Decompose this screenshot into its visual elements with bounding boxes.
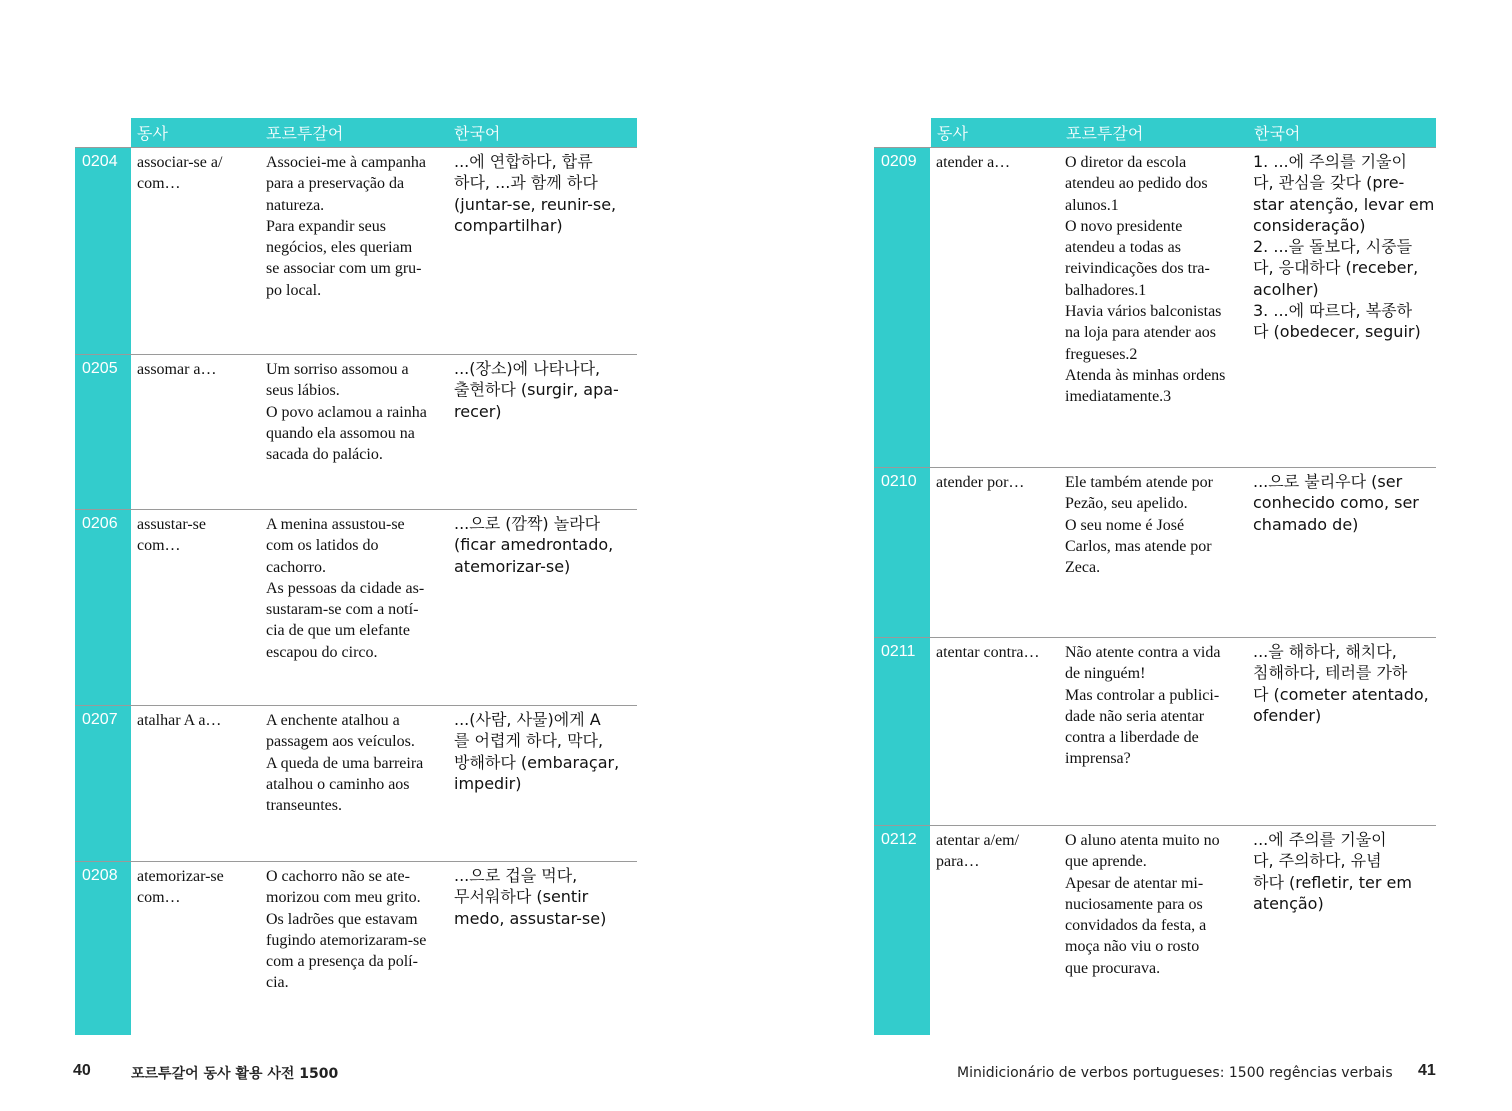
entry-number: 0210 xyxy=(881,473,917,490)
entry-verb: atentar contra… xyxy=(936,644,1040,661)
entry-number-bar xyxy=(75,706,131,862)
entry-number: 0207 xyxy=(82,711,118,728)
entry-portuguese-example: O aluno atenta muito no que aprende. Apesar de atentar mi- nuciosamente para os convidados da festa, a moça não viu o rosto que procurava. xyxy=(1065,832,1220,977)
entry-row xyxy=(874,467,1436,638)
entry-row xyxy=(874,825,1436,1035)
entry-number-bar xyxy=(874,468,930,638)
entry-portuguese-example: Associei-me à campanha para a preservação da natureza. Para expandir seus negócios, eles queriam se associar com um gru- po local. xyxy=(266,154,426,299)
table-header xyxy=(931,118,1436,147)
entry-number: 0211 xyxy=(881,643,916,660)
entry-number-bar xyxy=(75,510,131,706)
entry-korean-meaning: ...으로 불리우다 (ser conhecido como, ser chamado de) xyxy=(1253,472,1419,534)
entry-row xyxy=(75,354,637,510)
entry-number: 0208 xyxy=(82,867,118,884)
entry-korean-meaning: ...(사람, 사물)에게 A 를 어렵게 하다, 막다, 방해하다 (embaraçar, impedir) xyxy=(454,710,620,793)
table-header xyxy=(131,118,637,147)
entry-verb: atentar a/em/ para… xyxy=(936,832,1020,871)
entry-number: 0212 xyxy=(881,831,917,848)
entry-row xyxy=(75,705,637,862)
entry-number-bar xyxy=(75,862,131,1035)
entry-row xyxy=(75,147,637,355)
entry-portuguese-example: A menina assustou-se com os latidos do cachorro. As pessoas da cidade as- sustaram-se com a notí- cia de que um elefante escapou do circo. xyxy=(266,516,425,661)
entry-number-bar xyxy=(75,355,131,510)
entry-korean-meaning: ...으로 겁을 먹다, 무서워하다 (sentir medo, assustar-se) xyxy=(454,866,607,928)
entry-number: 0205 xyxy=(82,360,118,377)
entry-korean-meaning: ...에 주의를 기울이 다, 주의하다, 유념 하다 (refletir, ter em atenção) xyxy=(1253,830,1412,913)
entry-portuguese-example: A enchente atalhou a passagem aos veículos. A queda de uma barreira atalhou o caminho aos transeuntes. xyxy=(266,712,424,815)
entry-korean-meaning: 1. ...에 주의를 기울이 다, 관심을 갖다 (pre- star atenção, levar em consideração) 2. ...을 돌보다, 시중들 다, 응대하다 (receber, acolher) 3. ...에 따르다, 복종하 다 (obedecer, seguir) xyxy=(1253,152,1435,342)
entry-number: 0209 xyxy=(881,153,917,170)
entry-row xyxy=(75,861,637,1035)
header-portuguese: 포르투갈어 xyxy=(1066,124,1144,143)
entry-verb: atalhar A a… xyxy=(137,712,222,729)
header-portuguese: 포르투갈어 xyxy=(266,124,344,143)
entry-portuguese-example: Ele também atende por Pezão, seu apelido. O seu nome é José Carlos, mas atende por Zeca. xyxy=(1065,474,1213,577)
page-number: 41 xyxy=(1418,1062,1436,1079)
page-number: 40 xyxy=(73,1062,91,1079)
entry-verb: associar-se a/ com… xyxy=(137,154,223,193)
entry-portuguese-example: Um sorriso assomou a seus lábios. O povo aclamou a rainha quando ela assomou na sacada do palácio. xyxy=(266,361,427,464)
entry-portuguese-example: O cachorro não se ate- morizou com meu grito. Os ladrões que estavam fugindo atemorizaram-se com a presença da polí- cia. xyxy=(266,868,427,992)
book-title: Minidicionário de verbos portugueses: 1500 regências verbais xyxy=(957,1065,1393,1081)
header-verb: 동사 xyxy=(937,124,968,143)
entry-number: 0204 xyxy=(82,153,118,170)
entry-verb: atemorizar-se com… xyxy=(137,868,224,907)
header-korean: 한국어 xyxy=(454,124,501,143)
entry-number-bar xyxy=(874,826,930,1035)
entry-korean-meaning: ...(장소)에 나타나다, 출현하다 (surgir, apa- recer) xyxy=(454,359,619,421)
entry-number-bar xyxy=(874,638,930,826)
entry-verb: atender a… xyxy=(936,154,1011,171)
entry-verb: assomar a… xyxy=(137,361,217,378)
book-title: 포르투갈어 동사 활용 사전 1500 xyxy=(131,1066,339,1082)
entry-row xyxy=(874,637,1436,826)
header-korean: 한국어 xyxy=(1254,124,1301,143)
entry-korean-meaning: ...을 해하다, 해치다, 침해하다, 테러를 가하 다 (cometer atentado, ofender) xyxy=(1253,642,1429,725)
entry-number: 0206 xyxy=(82,515,118,532)
entry-korean-meaning: ...에 연합하다, 합류 하다, ...과 함께 하다 (juntar-se, reunir-se, compartilhar) xyxy=(454,152,617,235)
entry-verb: assustar-se com… xyxy=(137,516,206,555)
right-page xyxy=(756,0,1512,1111)
entry-number-bar xyxy=(874,148,930,468)
entry-portuguese-example: Não atente contra a vida de ninguém! Mas controlar a publici- dade não seria atentar contra a liberdade de imprensa? xyxy=(1065,644,1221,768)
entry-portuguese-example: O diretor da escola atendeu ao pedido dos alunos.1 O novo presidente atendeu a todas as reivindicações dos tra- balhadores.1 Havia vários balconistas na loja para atender aos fregueses.2 Atenda às minhas ordens imediatamente.3 xyxy=(1065,154,1226,406)
entry-verb: atender por… xyxy=(936,474,1025,491)
entry-row xyxy=(75,509,637,706)
entry-korean-meaning: ...으로 (깜짝) 놀라다 (ficar amedrontado, atemorizar-se) xyxy=(454,514,614,576)
entry-row xyxy=(874,147,1436,468)
entry-number-bar xyxy=(75,148,131,355)
header-verb: 동사 xyxy=(137,124,168,143)
